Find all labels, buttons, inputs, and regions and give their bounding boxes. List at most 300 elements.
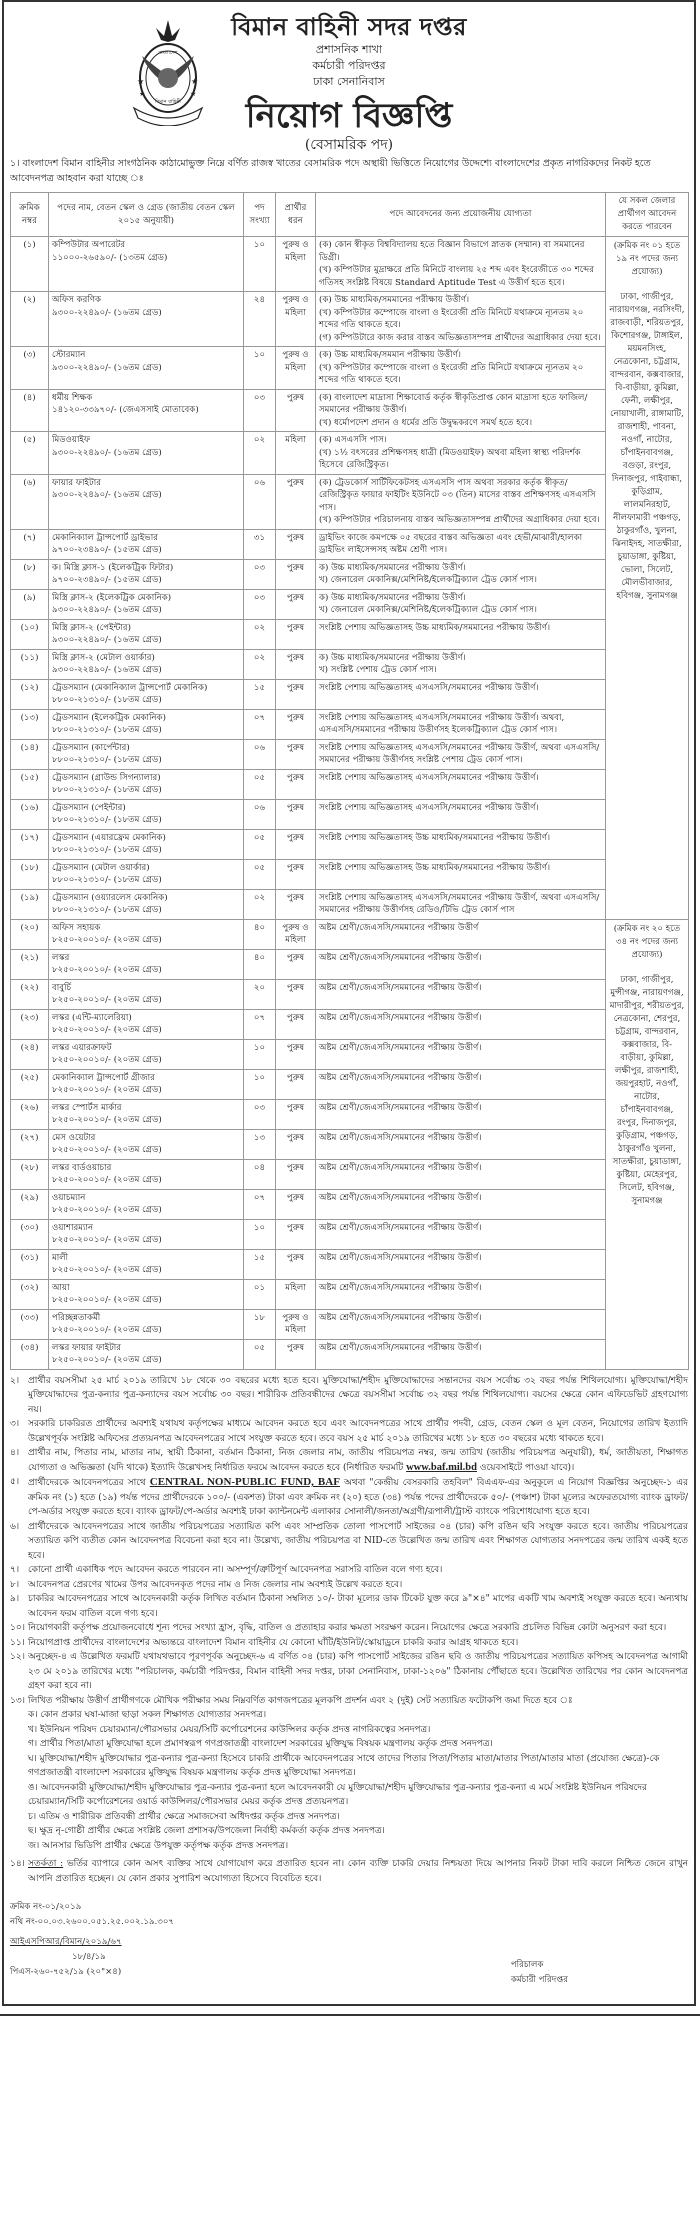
post-name: ট্রেডসম্যান (কার্পেন্টার) xyxy=(52,742,130,753)
pay-scale: ৮২৫০-২০০১০/- (২০তম গ্রেড) xyxy=(52,1355,162,1365)
website-link[interactable]: www.baf.mil.bd xyxy=(406,1461,477,1473)
candidate-type-cell: পুরুষ xyxy=(276,1129,316,1159)
serial-cell: (২১) xyxy=(11,949,49,979)
serial-cell: (২২) xyxy=(11,979,49,1009)
post-name: ট্রেডসম্যান (মেকানিক্যাল ট্রান্সপোর্ট মেকানিক) xyxy=(52,682,208,693)
post-cell xyxy=(49,1069,244,1099)
table-row xyxy=(11,559,689,589)
qualification-line: (খ) কম্পিউটার কম্পোজে বাংলা ও ইংরেজী প্রতি মিনিটে যথাক্রমে ন্যূনতম ২০ শব্দের গতি থাকতে হবে। xyxy=(319,307,584,330)
post-cell xyxy=(49,1309,244,1339)
post-cell xyxy=(49,649,244,679)
table-row xyxy=(11,347,689,390)
qualification-cell xyxy=(316,1339,606,1369)
qualification-cell xyxy=(316,739,606,769)
header-serial: ক্রমিক নম্বর xyxy=(11,193,49,237)
qualification-line: অষ্টম শ্রেণী/জেএসসি/সমমানের পরীক্ষায় উত্তীর্ণ। xyxy=(319,1282,482,1293)
bottom-border xyxy=(0,2014,700,2036)
candidate-type-cell: পুরুষ xyxy=(276,1219,316,1249)
post-name: ট্রেডসম্যান (ওয়্যারলেস মেকানিক) xyxy=(52,892,168,903)
note-10: ১০। নিয়োগকারী কর্তৃপক্ষ প্রয়োজনবোধে শূন্য পদের সংখ্যা হ্রাস, বৃদ্ধি, বাতিল ও প্রত্যাহার করার ক্ষমতা সংরক্ষণ করেন। নিয়োগের ক্ষেত্রে সরকারি প্রচলিত বিভিন্ন কোটা অনুসরণ করা হবে। xyxy=(10,1623,667,1633)
post-name: ট্রেডসম্যান (গ্রাউন্ড সিগন্যালার) xyxy=(52,772,161,783)
post-cell xyxy=(49,1039,244,1069)
pay-scale: ৮২৫০-২০০১০/- (২০তম গ্রেড) xyxy=(52,1055,162,1065)
qualification-line: অষ্টম শ্রেণী/জেএসসি/সমমানের পরীক্ষায় উত্তীর্ণ। xyxy=(319,1162,482,1173)
serial-cell: (১৭) xyxy=(11,829,49,859)
post-cell xyxy=(49,529,244,559)
qualification-line: (খ) কম্পিউটার কম্পোজে বাংলা ও ইংরেজী প্রতি মিনিটে যথাক্রমে ন্যূনতম ২০ শব্দের গতি থাকতে হবে। xyxy=(319,362,584,385)
post-name: লস্কর (এন্টি-ম্যালেরিয়া) xyxy=(52,1012,132,1023)
qualification-line: অষ্টম শ্রেণী/জেএসসি/সমমানের পরীক্ষায় উত্তীর্ণ। xyxy=(319,1222,482,1233)
candidate-type-cell: পুরুষ ও মহিলা xyxy=(276,347,316,390)
serial-cell: (১১) xyxy=(11,649,49,679)
candidate-type-cell: পুরুষ xyxy=(276,649,316,679)
vacancy-table xyxy=(10,192,689,1370)
qualification-line: অষ্টম শ্রেণী/জেএসসি/সমমানের পরীক্ষায় উত্তীর্ণ। xyxy=(319,1012,482,1023)
post-name: অফিস সহায়ক xyxy=(52,922,101,933)
candidate-type-cell: মহিলা xyxy=(276,432,316,475)
pay-scale: ৮৮০০-২১৩১০/- (১৮তম গ্রেড) xyxy=(52,755,162,765)
table-row xyxy=(11,1309,689,1339)
ispr-reference: আইএসপিআর/বিমান/২০১৯/৬৭ xyxy=(10,1937,122,1947)
table-row xyxy=(11,292,689,347)
post-count-cell: ০৫ xyxy=(244,769,276,799)
post-count-cell: ০৬ xyxy=(244,739,276,769)
post-cell xyxy=(49,347,244,390)
pay-scale: ৯৩০০-২২৪৯০/- (১৬তম গ্রেড) xyxy=(52,605,162,615)
post-name: লস্কর বার্ডওয়াচার xyxy=(52,1162,112,1173)
pay-scale: ৯৭০০-২৩৪৯০/- (১৫তম গ্রেড) xyxy=(52,575,162,585)
post-count-cell: ১০ xyxy=(244,237,276,292)
serial-cell: (১৮) xyxy=(11,859,49,889)
qualification-line: অষ্টম শ্রেণী/জেএসসি/সমমানের পরীক্ষায় উত্তীর্ণ। xyxy=(319,1132,482,1143)
candidate-type-cell: পুরুষ xyxy=(276,619,316,649)
notice-page xyxy=(2,0,696,2006)
post-count-cell: ১০ xyxy=(244,1069,276,1099)
qualification-cell xyxy=(316,292,606,347)
table-row xyxy=(11,1039,689,1069)
post-cell xyxy=(49,1009,244,1039)
post-cell xyxy=(49,799,244,829)
warning-label: সতর্কতা : xyxy=(28,1859,64,1869)
post-count-cell: ০৬ xyxy=(244,799,276,829)
table-row xyxy=(11,1099,689,1129)
qualification-line: অষ্টম শ্রেণী/জেএসসি/সমমানের পরীক্ষায় উত্তীর্ণ। xyxy=(319,1042,482,1053)
pay-scale: ৮২৫০-২০০১০/- (২০তম গ্রেড) xyxy=(52,1235,162,1245)
document-item: চ। এতিম ও শারীরিক প্রতিবন্ধী প্রার্থীর ক্ষেত্রে সমাজসেবা অধিদপ্তর কর্তৃক প্রদত্ত সনদপত্র। xyxy=(28,1811,340,1822)
district-list: ঢাকা, গাজীপুর, নারায়ণগঞ্জ, নরসিংদী, রাজবাড়ী, শরিয়তপুর, কিশোরগঞ্জ, টাঙ্গাইল, ময়মনসিংহ, নেত্রকোনা, চট্টগ্রাম, বান্দরবান, কক্সবাজার, বি-বাড়ীয়া, কুমিল্লা, ফেনী, লক্ষীপুর, নোয়াখালী, রাঙ্গামাটি, রাজশাহী, পাবনা, নওগাঁ, নাটোর, চাঁপাইনবাবগঞ্জ, বগুড়া, রংপুর, দিনাজপুর, গাইবান্ধা, কুড়িগ্রাম, লালমনিরহাট, নীলফামারী পঞ্চগড়, ঠাকুরগাঁও, খুলনা, ঝিনাইদহ, সাতক্ষীরা, চুয়াডাঙ্গা, কুষ্টিয়া, ভোলা, সিলেট, মৌলভীবাজার, হবিগঞ্জ, সুনামগঞ্জ xyxy=(609,292,685,601)
candidate-type-cell: পুরুষ ও মহিলা xyxy=(276,1309,316,1339)
qualification-cell xyxy=(316,769,606,799)
post-cell xyxy=(49,1189,244,1219)
qualification-line: সংশ্লিষ্ট পেশায় অভিজ্ঞতাসহ এসএসসি/সমমানের পরীক্ষায় উত্তীর্ণ, অথবা এসএসসি/সমমানের পরীক্ষায় উত্তীর্ণসহ রেডিও/টিভি ট্রেড কোর্স পাস xyxy=(319,892,600,915)
svg-text:★: ★ xyxy=(139,90,146,98)
table-row xyxy=(11,619,689,649)
air-force-emblem-icon xyxy=(128,18,208,126)
qualification-line: (খ) ধর্মোপদেশ প্রদান ও ধর্মের প্রতি উদ্বুদ্ধকরণে সমর্থ হতে হবে। xyxy=(319,417,533,428)
signature-block xyxy=(511,1958,568,1988)
table-row xyxy=(11,1189,689,1219)
notice-subtitle: (বেসামরিক পদ) xyxy=(304,137,394,153)
post-name: ওয়াশারম্যান xyxy=(52,1222,94,1233)
pay-scale: ৮৮০০-২১৩১০/- (১৮তম গ্রেড) xyxy=(52,725,162,735)
svg-text:★: ★ xyxy=(190,90,197,98)
table-row xyxy=(11,859,689,889)
candidate-type-cell: পুরুষ xyxy=(276,1159,316,1189)
pay-scale: ৮২৫০-২০০১০/- (২০তম গ্রেড) xyxy=(52,995,162,1005)
post-count-cell: ০৩ xyxy=(244,1099,276,1129)
qualification-cell xyxy=(316,949,606,979)
serial-cell: (৫) xyxy=(11,432,49,475)
note-7: ৭। কোনো প্রার্থী একাধিক পদে আবেদন করতে পারবেন না। অসম্পূর্ণ/ত্রুটিপূর্ণ আবেদনপত্র সরাসরি বাতিল বলে গণ্য হবে। xyxy=(10,1565,443,1575)
qualification-line: অষ্টম শ্রেণী/জেএসসি/সমমানের পরীক্ষায় উত্তীর্ণ। xyxy=(319,982,482,993)
signatory-department: কর্মচারী পরিদপ্তর xyxy=(510,1975,568,1985)
qualification-line: (ক) উচ্চ মাধ্যমিক/সমমানের পরীক্ষায় উত্তীর্ণ। xyxy=(319,295,470,305)
post-name: ধর্মীয় শিক্ষক xyxy=(52,392,93,403)
table-row xyxy=(11,1069,689,1099)
candidate-type-cell: পুরুষ xyxy=(276,1099,316,1129)
candidate-type-cell: পুরুষ xyxy=(276,389,316,432)
serial-cell: (৮) xyxy=(11,559,49,589)
post-name: ট্রেডসম্যান (মেটাল ওয়ার্কার) xyxy=(52,862,150,873)
serial-cell: (১৫) xyxy=(11,769,49,799)
qualification-line: অষ্টম শ্রেণী/জেএসসি/সমমানের পরীক্ষায় উত্তীর্ণ। xyxy=(319,952,482,963)
serial-cell: (২০) xyxy=(11,919,49,949)
candidate-type-cell: পুরুষ xyxy=(276,709,316,739)
header-count: পদ সংখ্যা xyxy=(244,193,276,237)
post-name: ট্রেডসম্যান (ইলেকট্রিক মেকানিক) xyxy=(52,712,166,723)
document-item: খ। ইউনিয়ন পরিষদ চেয়ারম্যান/পৌরসভার মেয়র/সিটি কর্পোরেশনের কাউন্সিলর কর্তৃক প্রদত্ত নাগরিকত্বের সনদপত্র। xyxy=(28,1724,431,1735)
qualification-cell xyxy=(316,1279,606,1309)
serial-cell: (৩১) xyxy=(11,1249,49,1279)
directorate-line: কর্মচারী পরিদপ্তর xyxy=(312,59,386,72)
table-row xyxy=(11,529,689,559)
qualification-line: (ক) উচ্চ মাধ্যমিক/সমমান পরীক্ষায় উত্তীর্ণ। xyxy=(319,350,461,360)
serial-cell: (২৫) xyxy=(11,1069,49,1099)
document-item: গ। প্রার্থীর পিতা/মাতা মুক্তিযোদ্ধা হলে প্রমাণস্বরূপ গণপ্রজাতন্ত্রী বাংলাদেশ সরকারের মুক্তিযুদ্ধ বিষয়ক মন্ত্রণালয় কর্তৃক প্রদত্ত সনদপত্র। xyxy=(28,1739,493,1749)
candidate-type-cell: পুরুষ xyxy=(276,979,316,1009)
post-count-cell: ০৬ xyxy=(244,474,276,529)
notes-section xyxy=(10,1374,688,1887)
post-count-cell: ০২ xyxy=(244,619,276,649)
qualification-line: সংশ্লিষ্ট পেশায় অভিজ্ঞতাসহ এসএসসি/সমমানের পরীক্ষায় উত্তীর্ণ, অথবা এসএসসি/সমমানের পরীক্ষায় উত্তীর্ণসহ সংশ্লিষ্ট পেশায় ট্রেড কোর্স পাস। xyxy=(319,742,600,765)
post-name: লস্কর ফায়ার ফাইটার xyxy=(52,1342,121,1353)
post-count-cell: ০২ xyxy=(244,432,276,475)
table-row xyxy=(11,919,689,949)
post-cell xyxy=(49,739,244,769)
pay-scale: ৮৮০০-২১৩১০/- (১৮তম গ্রেড) xyxy=(52,815,162,825)
fund-name: CENTRAL NON-PUBLIC FUND, BAF xyxy=(149,1476,340,1488)
organization-title: বিমান বাহিনী সদর দপ্তর xyxy=(231,12,467,41)
post-cell xyxy=(49,389,244,432)
pay-scale: ৮২৫০-২০০১০/- (২০তম গ্রেড) xyxy=(52,1025,162,1035)
post-count-cell: ০৭ xyxy=(244,709,276,739)
post-name: স্টোরম্যান xyxy=(52,350,86,360)
post-count-cell: ২০ xyxy=(244,979,276,1009)
serial-cell: (১) xyxy=(11,237,49,292)
svg-text:বিমান বাহিনী: বিমান বাহিনী xyxy=(155,99,181,105)
serial-cell: (২৪) xyxy=(11,1039,49,1069)
post-name: মেকানিক্যাল ট্রান্সপোর্ট ড্রাইভার xyxy=(52,532,158,543)
post-count-cell: ৩১ xyxy=(244,529,276,559)
document-item: ক। কোন প্রকার ঘষা-মাজা ছাড়া সকল শিক্ষাগত যোগ্যতার সনদপত্র। xyxy=(28,1710,267,1720)
qualification-cell xyxy=(316,237,606,292)
qualification-cell xyxy=(316,1189,606,1219)
qualification-cell xyxy=(316,889,606,919)
post-count-cell: ০৩ xyxy=(244,389,276,432)
district-cell xyxy=(606,237,689,920)
pay-scale: ৮৮০০-২১৩১০/- (১৮তম গ্রেড) xyxy=(52,905,162,915)
table-row xyxy=(11,589,689,619)
post-cell xyxy=(49,1279,244,1309)
pay-scale: ৮৮০০-২১৩১০/- (১৮তম গ্রেড) xyxy=(52,845,162,855)
post-count-cell: ১৮ xyxy=(244,1309,276,1339)
qualification-line: অষ্টম শ্রেণী/জেএসসি/সমমানের পরীক্ষায় উত্তীর্ণ। xyxy=(319,1072,482,1083)
table-row xyxy=(11,1339,689,1369)
svg-text:★: ★ xyxy=(137,77,145,86)
document-item: জ। আনসার ভিডিপি প্রার্থীর ক্ষেত্রে উপযুক্ত কর্তৃপক্ষ কর্তৃক প্রদত্ত সনদপত্র। xyxy=(28,1840,289,1851)
table-row xyxy=(11,432,689,475)
qualification-cell xyxy=(316,347,606,390)
post-count-cell: ০৫ xyxy=(244,859,276,889)
note-4: ৪। প্রার্থীর নাম, পিতার নাম, মাতার নাম, স্থায়ী ঠিকানা, বর্তমান ঠিকানা, নিজ জেলার নাম, জাতীয় পরিচয়পত্র নম্বর, জন্ম তারিখ (জাতীয় পরিচয়পত্র অনুযায়ী), ধর্ম, জাতীয়তা, শিক্ষাগত যোগ্যতা ও অভিজ্ঞতা (যদি থাকে) ইত্যাদি উল্লেখসহ নির্ধারিত ফরমে আবেদন করতে হবে (নির্ধারিত ফরমটি www.baf.mil.bd ওয়েবসাইটে পাওয়া যাবে)। xyxy=(10,1448,688,1473)
qualification-cell xyxy=(316,829,606,859)
table-row xyxy=(11,979,689,1009)
qualification-line: অষ্টম শ্রেণী/জেএসসি/সমমানের পরীক্ষায় উত্তীর্ণ। xyxy=(319,1252,482,1263)
qualification-cell xyxy=(316,1099,606,1129)
post-name: ফায়ার ফাইটার xyxy=(52,477,101,488)
serial-number: ক্রমিক নং-০১/২০১৯ xyxy=(10,1902,82,1912)
qualification-cell xyxy=(316,1069,606,1099)
post-cell xyxy=(49,1099,244,1129)
qualification-line: সংশ্লিষ্ট পেশায় অভিজ্ঞতাসহ উচ্চ মাধ্যমিক/সমমানের পরীক্ষায় উত্তীর্ণ। xyxy=(319,862,551,873)
candidate-type-cell: পুরুষ xyxy=(276,859,316,889)
qualification-cell xyxy=(316,589,606,619)
header-candidate-type: প্রার্থীর ধরন xyxy=(276,193,316,237)
pay-scale: ৮২৫০-২০০১০/- (২০তম গ্রেড) xyxy=(52,1115,162,1125)
table-row xyxy=(11,649,689,679)
branch-line: প্রশাসনিক শাখা xyxy=(315,43,383,56)
pay-scale: ৯৩০০-২২৪৯০/- (১৬তম গ্রেড) xyxy=(52,635,162,645)
candidate-type-cell: পুরুষ xyxy=(276,1039,316,1069)
qualification-cell xyxy=(316,1219,606,1249)
candidate-type-cell: পুরুষ xyxy=(276,1339,316,1369)
table-row xyxy=(11,1219,689,1249)
post-name: আয়া xyxy=(52,1282,70,1293)
qualification-line: অষ্টম শ্রেণী/জেএসসি/সমমানের পরীক্ষায় উত্তীর্ণ। xyxy=(319,1102,482,1113)
serial-cell: (৩৪) xyxy=(11,1339,49,1369)
table-row xyxy=(11,1009,689,1039)
post-cell xyxy=(49,1219,244,1249)
post-count-cell: ১০ xyxy=(244,347,276,390)
post-cell xyxy=(49,619,244,649)
post-cell xyxy=(49,829,244,859)
post-name: মিস্ত্রি ক্লাস-২ (পেইন্টার) xyxy=(52,622,131,633)
qualification-cell xyxy=(316,474,606,529)
note-14-warning: ১৪। সতর্কতা : ভর্তির ব্যাপারে কোন অসৎ ব্যক্তির সাথে যোগাযোগ করে প্রতারিত হবেন না। কোন ব্যক্তি চাকরি দেয়ার নিশ্চয়তা দিয়ে আপনার নিকট টাকা দাবি করলে নিশ্চিত জেনে রাখুন আপনি প্রতারিত হচ্ছেন। যে কোন প্রকার সুপারিশ অযোগ্যতা হিসেবে বিবেচিত হবে। xyxy=(10,1859,688,1884)
post-count-cell: ০৫ xyxy=(244,1339,276,1369)
pay-scale: ৮২৫০-২০০১০/- (২০তম গ্রেড) xyxy=(52,1325,162,1335)
pay-scale: ৮৮০০-২১৩১০/- (১৮তম গ্রেড) xyxy=(52,875,162,885)
notice-title: নিয়োগ বিজ্ঞপ্তি xyxy=(245,96,453,136)
pay-scale: ৯৩০০-২২৪৯০/- (১৬তম গ্রেড) xyxy=(52,307,162,318)
post-cell xyxy=(49,474,244,529)
header-qualification: পদে আবেদনের জন্য প্রয়োজনীয় যোগ্যতা xyxy=(316,193,606,237)
post-count-cell: ০৪ xyxy=(244,1159,276,1189)
district-group-note: (ক্রমিক নং ০১ হতে ১৯ নং পদের জন্য প্রযোজ্য) xyxy=(613,241,681,277)
qualification-line: অষ্টম শ্রেণী/জেএসসি/সমমানের পরীক্ষায় উত্তীর্ণ। xyxy=(319,1342,482,1353)
post-name: লস্কর স্পোর্টস মার্কার xyxy=(52,1102,122,1113)
dfp-reference: পিএস-২৬০-৭৫২/১৯ (২০"×৪) xyxy=(10,1967,122,1977)
candidate-type-cell: পুরুষ ও মহিলা xyxy=(276,237,316,292)
qualification-cell xyxy=(316,389,606,432)
candidate-type-cell: পুরুষ ও মহিলা xyxy=(276,292,316,347)
note-13: ১৩। লিখিত পরীক্ষায় উত্তীর্ণ প্রার্থীগণকে মৌখিক পরীক্ষার সময় নিম্নবর্ণিত কাগজপত্রের মূলকপি প্রদর্শন এবং ২ (দুই) সেট সত্যায়িত ফটোকপি জমা দিতে হবে ঃ xyxy=(10,1695,573,1706)
pay-scale: ৯৭০০-২৩৪৯০/- (১৫তম গ্রেড) xyxy=(52,545,162,555)
serial-cell: (২৯) xyxy=(11,1189,49,1219)
pay-scale: ৮২৫০-২০০১০/- (২০তম গ্রেড) xyxy=(52,1265,162,1275)
table-row xyxy=(11,1249,689,1279)
candidate-type-cell: পুরুষ xyxy=(276,1249,316,1279)
qualification-line: সংশ্লিষ্ট পেশায় অভিজ্ঞতাসহ এসএসসি/সমমানের পরীক্ষায় উত্তীর্ণ। xyxy=(319,802,539,813)
serial-cell: (১৯) xyxy=(11,889,49,919)
post-cell xyxy=(49,979,244,1009)
document-item: ঘ। মুক্তিযোদ্ধা/শহীদ মুক্তিযোদ্ধার পুত্র-কন্যার পুত্র-কন্যা হিসেবে চাকরি প্রার্থীকে আবেদনপত্রের সাথে তাদের পিতার পিতা/পিতার মাতা/মাতার পিতা/মাতার মাতা (প্রযোজ্য ক্ষেত্রে)-কে গণপ্রজাতন্ত্রী বাংলাদেশ সরকারের মুক্তিযুদ্ধ বিষয়ক মন্ত্রণালয় কর্তৃক প্রদত্ত মুক্তিযোদ্ধা সনদপত্র। xyxy=(28,1753,660,1778)
post-cell xyxy=(49,889,244,919)
post-cell xyxy=(49,559,244,589)
post-cell xyxy=(49,769,244,799)
candidate-type-cell: পুরুষ xyxy=(276,889,316,919)
qualification-line: খ) জেনারেল মেকানিক্স/মেশিনিষ্ট/ইলেকট্রিক্যাল ট্রেড কোর্স পাস। xyxy=(319,605,537,615)
qualification-cell xyxy=(316,649,606,679)
post-cell xyxy=(49,709,244,739)
post-name: ট্রেডসম্যান (পেইন্টার) xyxy=(52,802,126,813)
pay-scale: ৮২৫০-২০০১০/- (২০তম গ্রেড) xyxy=(52,1085,162,1095)
pay-scale: ১৪১২০-৩৩৯৭০/- (জেএসসাই মোতাবেক) xyxy=(52,405,199,415)
district-group-note: (ক্রমিক নং ২০ হতে ৩৪ নং পদের জন্য প্রযোজ্য) xyxy=(613,923,681,960)
pay-scale: ৮২৫০-২০০১০/- (২০তম গ্রেড) xyxy=(52,935,162,945)
qualification-line: সংশ্লিষ্ট পেশায় অভিজ্ঞতাসহ উচ্চ মাধ্যমিক/সমমানের পরীক্ষায় উত্তীর্ণ। xyxy=(319,622,551,633)
pay-scale: ৮৮০০-২১৩১০/- (১৮তম গ্রেড) xyxy=(52,695,162,705)
qualification-cell xyxy=(316,529,606,559)
pay-scale: ৯৩০০-২২৪৯০/- (১৬তম গ্রেড) xyxy=(52,490,162,500)
qualification-cell xyxy=(316,1309,606,1339)
serial-cell: (৩০) xyxy=(11,1219,49,1249)
post-count-cell: ০৩ xyxy=(244,559,276,589)
document-item: ঙ। আবেদনকারী মুক্তিযোদ্ধা/শহীদ মুক্তিযোদ্ধার পুত্র-কন্যার পুত্র-কন্যা হলে আবেদনকারী যে মুক্তিযোদ্ধা/শহীদ মুক্তিযোদ্ধার পুত্র-কন্যার পুত্র-কন্যা এ মর্মে সংশ্লিষ্ট ইউনিয়ন পরিষদের চেয়ারম্যান/সিটি কর্পোরেশনের ওয়ার্ড কাউন্সিলর/পৌরসভার মেয়র কর্তৃক প্রদত্ত প্রত্যয়নপত্র। xyxy=(28,1782,647,1807)
qualification-line: (গ) কম্পিউটারে কাজ করার বাস্তব অভিজ্ঞতাসম্পন্ন প্রার্থীদের অগ্রাধিকার দেয়া হবে। xyxy=(319,332,601,343)
serial-cell: (১৪) xyxy=(11,739,49,769)
candidate-type-cell: পুরুষ xyxy=(276,769,316,799)
post-name: মেস ওয়েটার xyxy=(52,1132,96,1143)
post-count-cell: ০৫ xyxy=(244,829,276,859)
pay-scale: ৮২৫০-২০০১০/- (২০তম গ্রেড) xyxy=(52,1205,162,1215)
post-cell xyxy=(49,1159,244,1189)
post-cell xyxy=(49,679,244,709)
table-row xyxy=(11,829,689,859)
qualification-line: অষ্টম শ্রেণী/জেএসসি/সমমানের পরীক্ষায় উত্তীর্ণ। xyxy=(319,1312,482,1323)
candidate-type-cell: পুরুষ xyxy=(276,589,316,619)
post-count-cell: ৪০ xyxy=(244,949,276,979)
table-row xyxy=(11,1159,689,1189)
post-cell xyxy=(49,919,244,949)
pay-scale: ৯৩০০-২২৪৯০/- (১৬তম গ্রেড) xyxy=(52,447,162,458)
serial-cell: (১৩) xyxy=(11,709,49,739)
post-name: মালী xyxy=(52,1252,69,1263)
post-cell xyxy=(49,1339,244,1369)
post-cell xyxy=(49,292,244,347)
table-row xyxy=(11,1279,689,1309)
pay-scale: ৮৮০০-২১৩১০/- (১৮তম গ্রেড) xyxy=(52,785,162,795)
post-name: মিস্ত্রি ক্লাস-২ (ইলেকট্রিক মেকানিক) xyxy=(52,592,172,603)
post-cell xyxy=(49,1249,244,1279)
post-count-cell: ০৩ xyxy=(244,589,276,619)
qualification-line: খ) সংশ্লিষ্ট পেশায় ট্রেড কোর্স পাস। xyxy=(319,665,437,675)
note-8: ৮। আবেদনপত্র প্রেরণের খামের উপর আবেদনকৃত পদের নাম ও নিজ জেলার নাম অবশ্যই উল্লেখ করতে হবে। xyxy=(10,1579,403,1590)
header-districts: যে সকল জেলার প্রার্থীগণ আবেদন করতে পারবেন xyxy=(606,193,689,237)
serial-cell: (৭) xyxy=(11,529,49,559)
note-3: ৩। সরকারি চাকরিরত প্রার্থীদের অবশ্যই যথাযথ কর্তৃপক্ষের মাধ্যমে আবেদন করতে হবে এবং আবেদনপত্রের সাথে প্রার্থীর পদবী, গ্রেড, বেতন স্কেল ও মূল বেতন, নিয়োগের তারিখ ইত্যাদি উল্লেখপূর্বক সংশ্লিষ্ট অফিসের প্রত্যয়নপত্র আবেদনপত্রের সাথে সংযুক্ত করতে হবে। তবে বয়স ২৫ মার্চ ২০১৯ তারিখের মধ্যে ১৮ হতে ৩০ বছরের মধ্যে থাকতে হবে। xyxy=(10,1419,688,1444)
serial-cell: (১৬) xyxy=(11,799,49,829)
signatory-title: পরিচালক xyxy=(510,1960,544,1970)
candidate-type-cell: পুরুষ xyxy=(276,829,316,859)
post-name: কম্পিউটার অপারেটর xyxy=(52,240,126,250)
table-row xyxy=(11,889,689,919)
post-count-cell: ০৭ xyxy=(244,1189,276,1219)
qualification-cell xyxy=(316,1159,606,1189)
qualification-line: (খ) ১½ বৎসরের প্রশিক্ষণসহ ধাত্রী (মিডওয়াইফ) অথবা মহিলা স্বাস্থ্য পরিদর্শক হিসেবে রেজিস্ট্রিকৃত। xyxy=(319,447,581,470)
post-name: ক। মিস্ত্রি ক্লাস-১ (ইলেকট্রিক ফিটার) xyxy=(52,562,174,573)
qualification-line: সংশ্লিষ্ট পেশায় অভিজ্ঞতাসহ উচ্চ মাধ্যমিক/সমমানের পরীক্ষায় উত্তীর্ণ। xyxy=(319,832,551,843)
qualification-cell xyxy=(316,859,606,889)
post-name: মিডওয়াইফ xyxy=(52,435,91,445)
serial-cell: (৯) xyxy=(11,589,49,619)
qualification-line: ক) উচ্চ মাধ্যমিক/সমমানের পরীক্ষায় উত্তীর্ণ। xyxy=(319,592,466,603)
post-name: লস্কর এয়ারক্রাফট xyxy=(52,1042,112,1053)
table-row xyxy=(11,949,689,979)
qualification-line: সংশ্লিষ্ট পেশায় অভিজ্ঞতাসহ এসএসসি/সমমানের পরীক্ষায় উত্তীর্ণ। xyxy=(319,772,539,783)
intro-paragraph: ১। বাংলাদেশ বিমান বাহিনীর সাংগঠনিক কাঠামোভুক্ত নিম্নে বর্ণিত রাজস্ব খাতের বেসামরিক পদে অস্থায়ী ভিত্তিতে নিয়োগের উদ্দেশ্যে বাংলাদেশের প্রকৃত নাগরিকদের নিকট হতে আবেদনপত্র আহবান করা যাচ্ছে ঃ xyxy=(10,158,651,184)
qualification-line: (খ) কম্পিউটার মুদ্রাক্ষরে প্রতি মিনিটে বাংলায় ২৫ শব্দ এবং ইংরেজীতে ৩০ শব্দের গতিসহ সংশ্লিষ্ট বিষয়ে Standard Aptitude Test এ উত্তীর্ণ হতে হবে। xyxy=(319,265,594,288)
header-post: পদের নাম, বেতন স্কেল ও গ্রেড (জাতীয় বেতন স্কেল ২০১৫ অনুযায়ী) xyxy=(49,193,244,237)
candidate-type-cell: পুরুষ xyxy=(276,1189,316,1219)
qualification-line: অষ্টম শ্রেণী/জেএসসি/সমমানের পরীক্ষায় উত্তীর্ণ xyxy=(319,922,479,933)
qualification-line: খ) জেনারেল মেকানিক্স/মেশিনিষ্ট/ইলেকট্রিক্যাল ট্রেড কোর্স পাস। xyxy=(319,575,537,585)
table-header-row xyxy=(11,193,689,237)
candidate-type-cell: পুরুষ xyxy=(276,474,316,529)
post-count-cell: ১৫ xyxy=(244,1249,276,1279)
post-name: অফিস করণিক xyxy=(52,295,101,305)
post-cell xyxy=(49,589,244,619)
district-list: ঢাকা, গাজীপুর, মুন্সীগঞ্জ, নারায়ণগঞ্জ, মাদারীপুর, শরীয়তপুর, নেত্রকোনা, শেরপুর, চট্টগ্রাম, বান্দরবান, কক্সবাজার, বি-বাড়ীয়া, কুমিল্লা, লক্ষীপুর, রাজশাহী, জয়পুরহাট, নওগাঁ, নাটোর, চাঁপাইনবাবগঞ্জ, রংপুর, দিনাজপুর, কুড়িগ্রাম, পঞ্চগড়, ঠাকুরগাঁও খুলনা, সাতক্ষীরা, চুয়াডাঙ্গা, কুষ্টিয়া, মেহেরপুর, সিলেট, হবিগঞ্জ, সুনামগঞ্জ xyxy=(609,974,685,1206)
qualification-cell xyxy=(316,679,606,709)
post-cell xyxy=(49,859,244,889)
table-row xyxy=(11,474,689,529)
qualification-line: (ক) বাংলাদেশ মাদ্রাসা শিক্ষাবোর্ড কর্তৃক স্বীকৃতিপ্রাপ্ত কোন মাদ্রাসা হতে ফাজিল/সমমানের পরীক্ষায় উত্তীর্ণ। xyxy=(319,392,588,415)
post-count-cell: ০১ xyxy=(244,1279,276,1309)
note-9: ৯। চাকরির আবেদনপত্রের সাথে আবেদনকারী কর্তৃক লিখিত বর্তমান ঠিকানা সম্বলিত ১০/- টাকা মূল্যের ডাক টিকেট যুক্ত করে ৯"×৪" মাপের একটি খাম অবশ্যই সংযুক্ত করতে হবে। অন্যথায় আবেদন ফরম বাতিল বলে গণ্য হবে। xyxy=(10,1594,688,1619)
post-count-cell: ০২ xyxy=(244,889,276,919)
post-count-cell: ১৫ xyxy=(244,679,276,709)
qualification-line: সংশ্লিষ্ট পেশায় অভিজ্ঞতাসহ এসএসসি/সমমানের পরীক্ষায় উত্তীর্ণ। xyxy=(319,682,539,693)
note-12: ১২। অনুচ্ছেদ-৪ এ উল্লেখিত ফরমটি যথাযথভাবে পূরণপূর্বক অনুচ্ছেদ-৬ এ বর্ণিত ০৪ (চার) কপি পাসপোর্ট সাইজের রঙিন ছবি ও জাতীয় পরিচয়পত্রের সত্যায়িত কপিসহ আবেদনপত্র আগামী ২৩ মে ২০১৯ তারিখের মধ্যে "পরিচালক, কর্মচারী পরিদপ্তর, বিমান বাহিনী সদর দপ্তর, ঢাকা সেনানিবাস, ঢাকা-১২০৬" ঠিকানায় পৌঁছাতে হবে। উল্লেখিত তারিখের পর কোন আবেদনপত্র গ্রহণ করা হবে না। xyxy=(10,1652,688,1691)
qualification-line: (ক) এসএসসি পাস। xyxy=(319,435,387,445)
candidate-type-cell: পুরুষ xyxy=(276,679,316,709)
post-name: মেকানিক্যাল ট্রান্সপোর্ট গ্রীজার xyxy=(52,1072,155,1083)
serial-cell: (৩৩) xyxy=(11,1309,49,1339)
post-count-cell: ২৪ xyxy=(244,292,276,347)
note-11: ১১। নিয়োগপ্রাপ্ত প্রার্থীদের বাংলাদেশের অভ্যন্তরে বাংলাদেশ বিমান বাহিনীর যে কোনো ঘাঁটি/ইউনিট/স্কোয়াড্রনে চাকরি করার আগ্রহ থাকতে হবে। xyxy=(10,1637,519,1648)
table-row xyxy=(11,739,689,769)
